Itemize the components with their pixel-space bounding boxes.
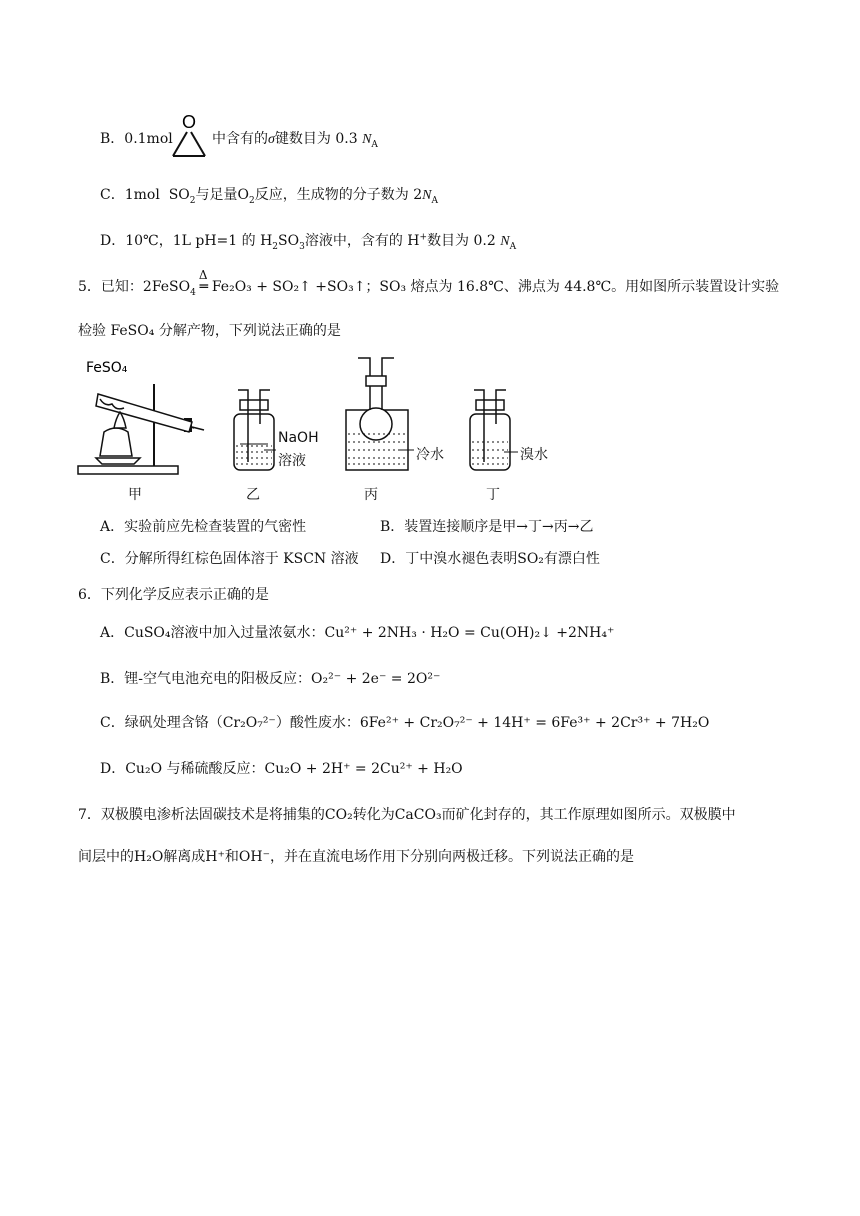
q5-option-d: D．丁中溴水褪色表明SO₂有漂白性 bbox=[380, 551, 600, 567]
q6-option-a: A．CuSO₄溶液中加入过量浓氨水：Cu²⁺ + 2NH₃ · H₂O = Cu(OH)₂↓ +2NH₄⁺ bbox=[100, 625, 615, 641]
q6-option-d: D．Cu₂O 与稀硫酸反应：Cu₂O + 2H⁺ = 2Cu²⁺ + H₂O bbox=[100, 761, 463, 777]
epoxide-ring-structure bbox=[168, 112, 210, 160]
q4-option-b: B．0.1mol bbox=[100, 131, 173, 147]
naoh-solution-label: 溶液 bbox=[278, 453, 306, 469]
jia-label: 甲 bbox=[128, 487, 142, 503]
q4-option-c: C．1mol $SO_2$与足量$O_2$反应，生成物的分子数为 $2N_A$ bbox=[100, 187, 438, 206]
q5-option-a: A．实验前应先检查装置的气密性 bbox=[100, 519, 307, 535]
svg-text:O: O bbox=[182, 112, 197, 132]
bromine-water-label: 溴水 bbox=[520, 447, 548, 463]
yi-label: 乙 bbox=[246, 487, 260, 503]
q6-option-c: C．绿矾处理含铬（Cr₂O₇²⁻）酸性废水：6Fe²⁺ + Cr₂O₇²⁻ + 14H⁺ = 6Fe³⁺ + 2Cr³⁺ + 7H₂O bbox=[100, 715, 710, 731]
q5-stem-line2: 检验 FeSO₄ 分解产物，下列说法正确的是 bbox=[78, 323, 341, 339]
feso4-label: FeSO₄ bbox=[86, 360, 128, 376]
ding-label: 丁 bbox=[486, 487, 500, 503]
q7-stem-line1: 7．双极膜电渗析法固碳技术是将捕集的CO₂转化为CaCO₃而矿化封存的，其工作原理如图所示。双极膜中 bbox=[78, 807, 736, 823]
q5-stem-line1: 5．已知：2FeSO$_4$ Δ ═ Fe₂O₃ + SO₂↑ +SO₃↑；SO₃ 熔点为 16.8℃、沸点为 44.8℃。用如图所示装置设计实验 bbox=[78, 268, 780, 298]
q4-option-d: D．10℃，1L pH=1 的 $H_2SO_3$溶液中，含有的 H+数目为 0.2 $N_A$ bbox=[100, 232, 517, 252]
q7-stem-line2: 间层中的H₂O解离成H⁺和OH⁻，并在直流电场作用下分别向两极迁移。下列说法正确的是 bbox=[78, 849, 634, 865]
q6-option-b: B．锂-空气电池充电的阳极反应：O₂²⁻ + 2e⁻ = 2O²⁻ bbox=[100, 671, 441, 687]
experiment-apparatus-figure bbox=[74, 354, 574, 504]
q6-stem: 6．下列化学反应表示正确的是 bbox=[78, 587, 269, 603]
bing-label: 丙 bbox=[364, 487, 378, 503]
q5-option-b: B．装置连接顺序是甲→丁→丙→乙 bbox=[380, 519, 594, 535]
cold-water-label: 冷水 bbox=[416, 447, 444, 463]
q4-option-b-text: 中含有的σ键数目为 0.3 $N_A$ bbox=[212, 131, 378, 150]
naoh-label: NaOH bbox=[278, 430, 319, 446]
q5-option-c: C．分解所得红棕色固体溶于 KSCN 溶液 bbox=[100, 551, 359, 567]
